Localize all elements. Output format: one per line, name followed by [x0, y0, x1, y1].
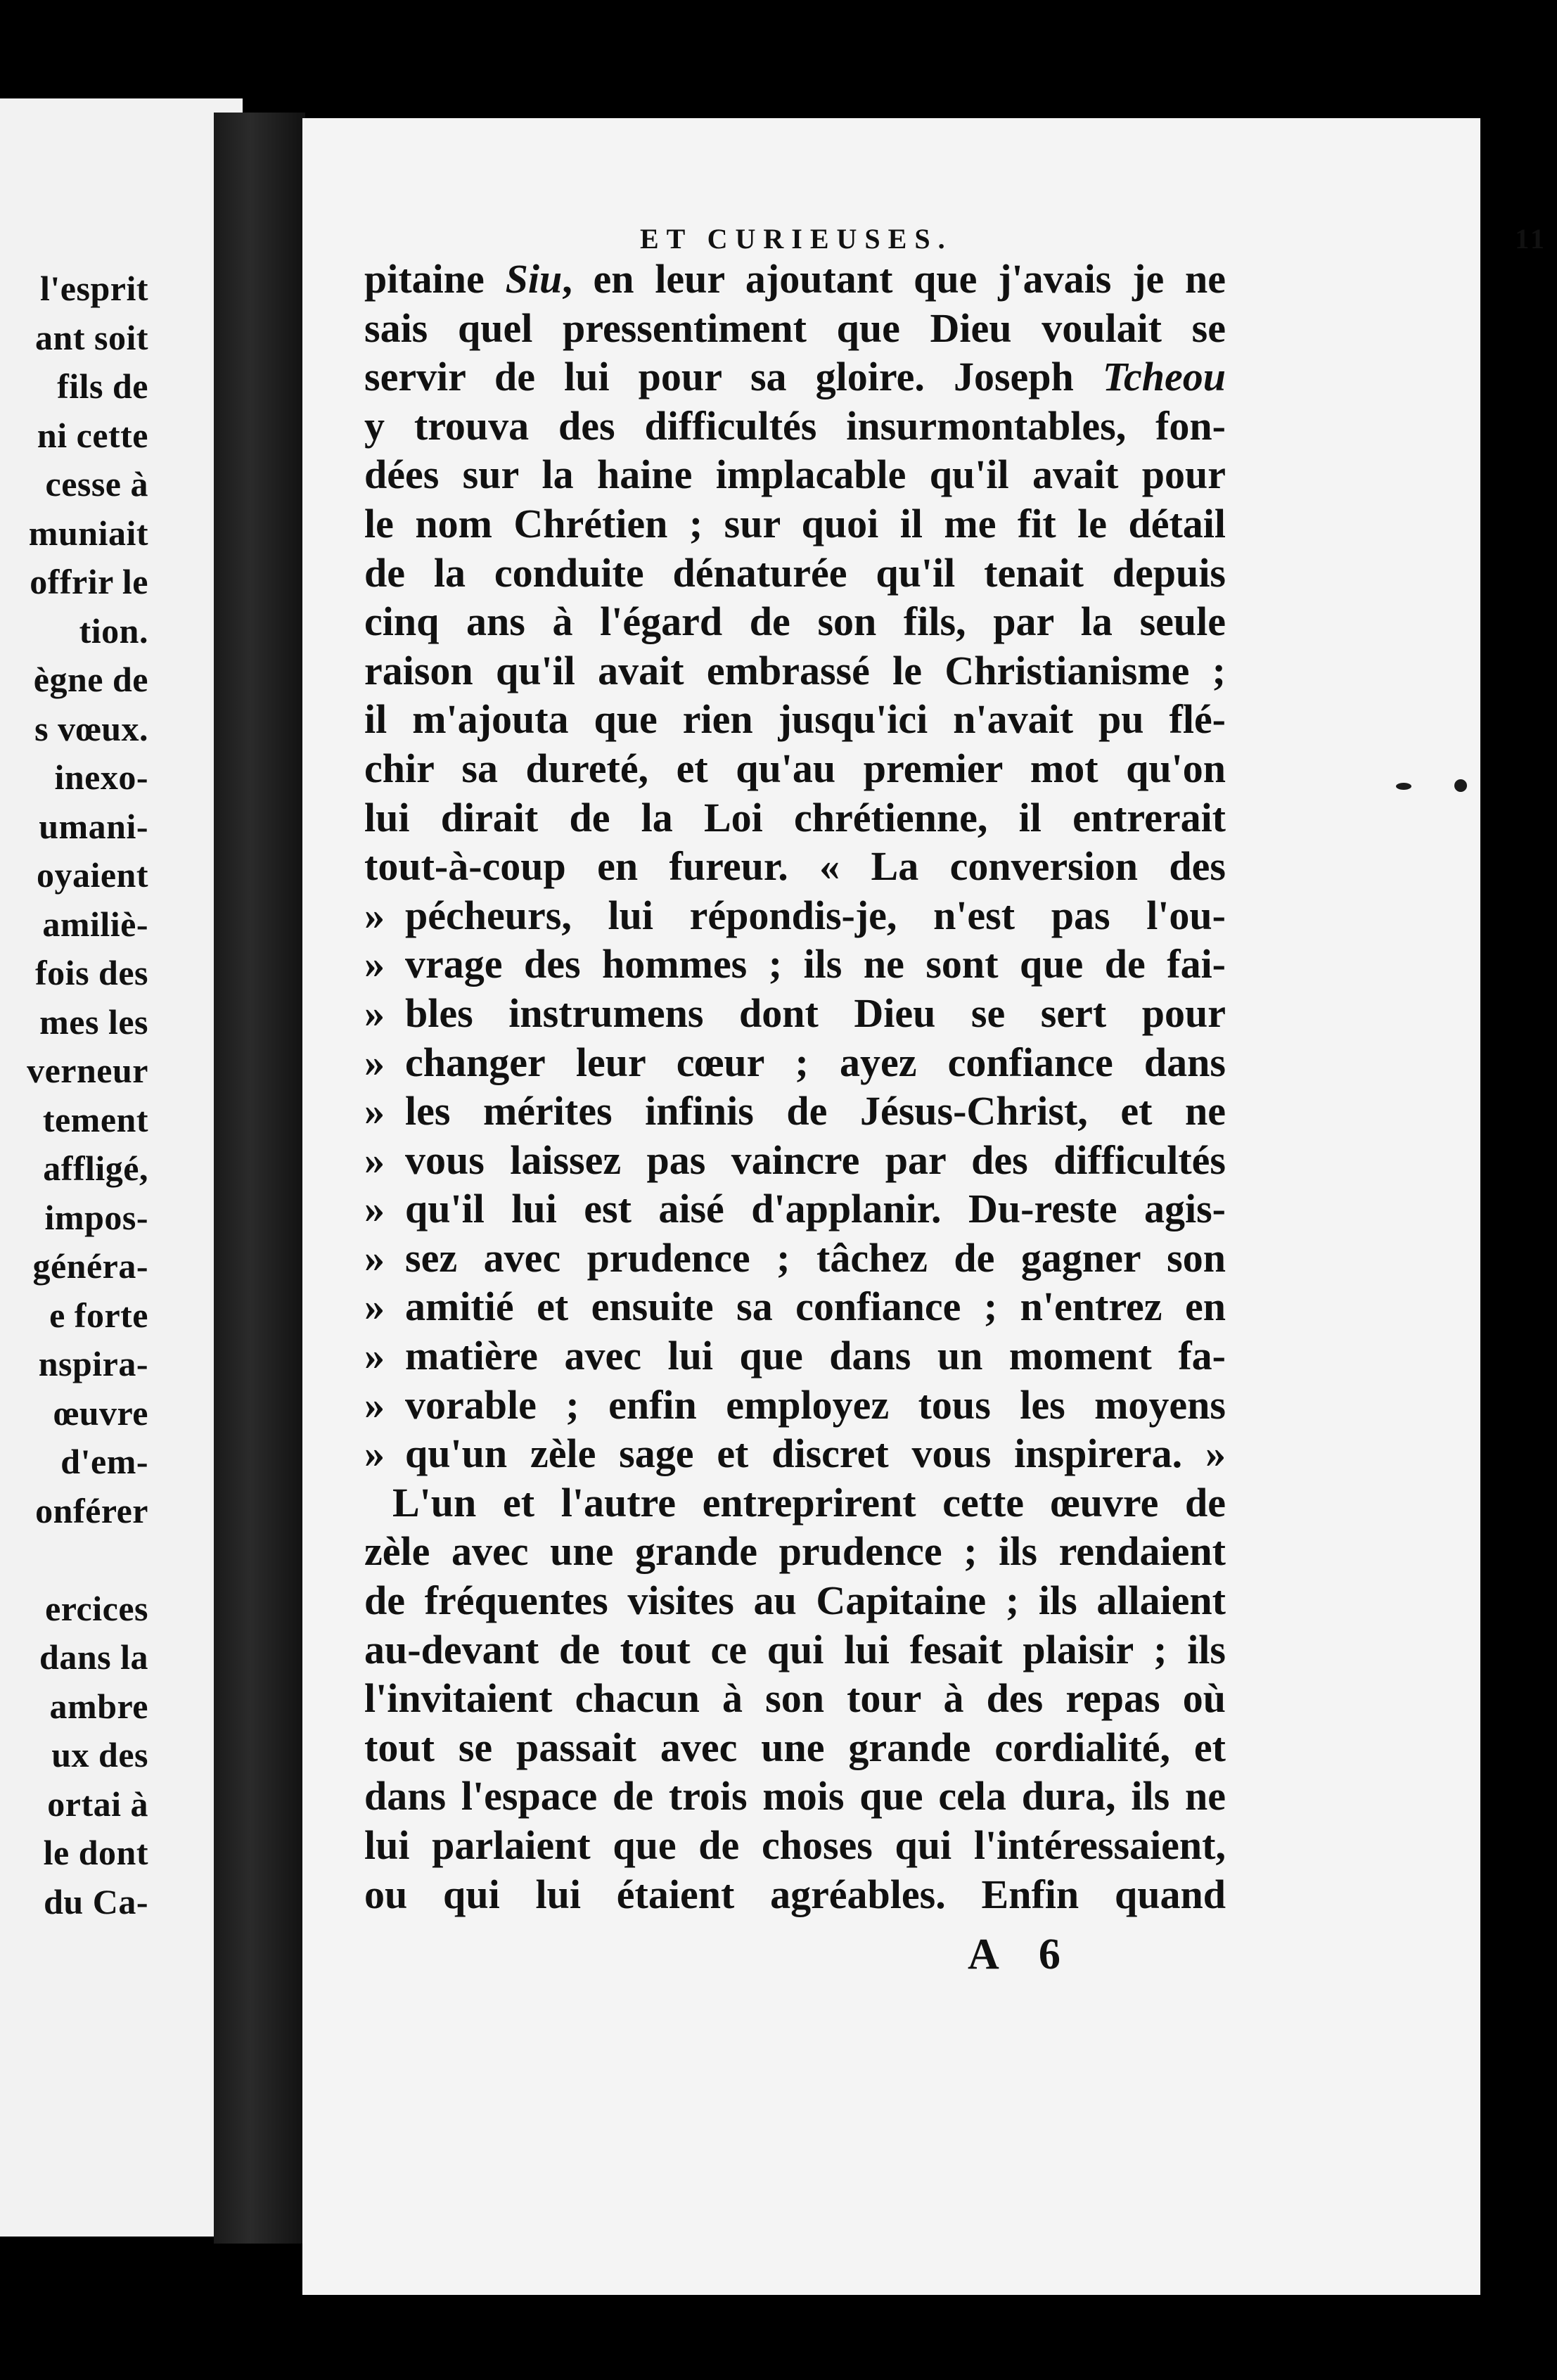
text-segment: bles instrumens dont Dieu se sert pour [405, 990, 1226, 1036]
left-page-line: ercices [45, 1588, 148, 1628]
left-page-line: impos- [44, 1197, 148, 1237]
text-segment: le nom Chrétien ; sur quoi il me fit le détail [364, 500, 1226, 546]
text-segment: qu'un zèle sage et discret vous inspirera. » [405, 1431, 1226, 1477]
left-page-line: l'esprit [40, 269, 148, 308]
text-segment: dans l'espace de trois mois que cela dura, ils ne [364, 1773, 1226, 1819]
text-segment: qu'il lui est aisé d'applanir. Du-reste agis- [405, 1186, 1226, 1232]
running-head-title: ET CURIEUSES. [640, 223, 953, 255]
text-segment: sais quel pressentiment que Dieu voulait se [364, 305, 1226, 351]
left-page-line: ortai à [47, 1784, 148, 1824]
text-segment: les mérites infinis de Jésus-Christ, et ne [405, 1088, 1226, 1134]
text-line [364, 549, 1226, 598]
text-segment: pécheurs, lui répondis-je, n'est pas l'ou- [405, 892, 1226, 938]
text-segment: vous laissez pas vaincre par des difficultés [405, 1137, 1226, 1183]
left-page-line: onférer [35, 1490, 148, 1530]
quote-mark: » [364, 892, 385, 938]
text-line [364, 842, 1226, 891]
ink-speck [1396, 783, 1411, 790]
left-page-line: fils de [57, 366, 148, 406]
text-line [364, 891, 1226, 940]
left-page-line: tement [42, 1099, 148, 1139]
left-page-line: muniait [28, 513, 148, 553]
text-line [364, 1674, 1226, 1723]
left-page-line: tion. [79, 610, 148, 651]
text-segment: lui parlaient que de choses qui l'intéressaient, [364, 1822, 1226, 1868]
text-line [364, 255, 1226, 304]
text-line [364, 1723, 1226, 1772]
text-line [364, 597, 1226, 646]
left-page-line: e forte [49, 1295, 148, 1335]
text-segment: de fréquentes visites au Capitaine ; ils allaient [364, 1578, 1226, 1624]
left-page-line: ux des [51, 1735, 148, 1774]
left-page-line: ant soit [35, 317, 148, 357]
text-line [364, 1870, 1226, 1919]
quote-mark: » [364, 1039, 385, 1085]
text-segment: zèle avec une grande prudence ; ils rendaient [364, 1528, 1226, 1575]
text-line [364, 499, 1226, 549]
left-page-line: ègne de [33, 660, 148, 699]
italic-name: Tcheou [1102, 354, 1226, 400]
quote-mark: » [364, 941, 385, 987]
text-segment: lui dirait de la Loi chrétienne, il entrerait [364, 794, 1226, 840]
text-line [364, 793, 1226, 843]
text-line [364, 352, 1226, 402]
left-page-line [0, 1535, 243, 1585]
book-gutter [214, 113, 305, 2244]
text-segment: ou qui lui étaient agréables. Enfin quand [364, 1871, 1226, 1917]
quote-mark: » [364, 1333, 385, 1379]
text-segment: amitié et ensuite sa confiance ; n'entrez en [405, 1284, 1226, 1330]
left-page-line: œuvre [53, 1393, 148, 1433]
left-page-line: fois des [35, 953, 148, 992]
text-segment: changer leur cœur ; ayez confiance dans [405, 1039, 1226, 1085]
text-segment: il m'ajouta que rien jusqu'ici n'avait pu flé- [364, 696, 1226, 743]
text-line [364, 695, 1226, 744]
text-segment: sez avec prudence ; tâchez de gagner son [405, 1234, 1226, 1281]
left-page-line: offrir le [30, 562, 148, 601]
text-line [364, 1381, 1226, 1430]
quote-mark: » [364, 1186, 385, 1232]
text-segment: matière avec lui que dans un moment fa- [405, 1333, 1226, 1379]
text-line [364, 1625, 1226, 1675]
left-page-line: inexo- [54, 757, 148, 797]
text-line [364, 1038, 1226, 1087]
text-segment: chir sa dureté, et qu'au premier mot qu'on [364, 745, 1226, 791]
text-segment: tout-à-coup en fureur. « La conversion des [364, 843, 1226, 890]
text-segment: vorable ; enfin employez tous les moyens [405, 1381, 1226, 1428]
left-page-line: umani- [39, 806, 148, 846]
left-page-line: dans la [39, 1637, 148, 1677]
text-segment: dées sur la haine implacable qu'il avait pour [364, 452, 1226, 498]
text-line [364, 646, 1226, 696]
text-line [364, 940, 1226, 989]
left-page-line: nspira- [38, 1344, 148, 1383]
text-line [364, 304, 1226, 353]
quote-mark: » [364, 1381, 385, 1428]
text-line [364, 1136, 1226, 1185]
ink-speck [1454, 779, 1467, 792]
running-head [640, 222, 1547, 255]
left-page-line: ambre [49, 1686, 148, 1726]
text-line [364, 1772, 1226, 1821]
text-line [364, 1331, 1226, 1381]
text-line [364, 1821, 1226, 1870]
left-page-line: cesse à [45, 464, 148, 504]
quote-mark: » [364, 990, 385, 1036]
left-page-line: généra- [32, 1246, 148, 1286]
right-page [302, 118, 1547, 2295]
quote-mark: » [364, 1234, 385, 1281]
text-line [364, 1184, 1226, 1234]
text-line [364, 1527, 1226, 1576]
signature-mark: A 6 [968, 1931, 1076, 1978]
left-page-line: amiliè- [42, 904, 148, 944]
quote-mark: » [364, 1431, 385, 1477]
left-page-line: du Ca- [44, 1881, 148, 1921]
left-page-line: s vœux. [34, 708, 148, 748]
left-page-line: le dont [43, 1833, 148, 1872]
text-line [364, 1429, 1226, 1478]
left-page [0, 98, 243, 2237]
text-line [364, 1087, 1226, 1136]
body-text [364, 255, 1226, 1919]
left-page-line: d'em- [60, 1442, 148, 1481]
text-segment: cinq ans à l'égard de son fils, par la seule [364, 599, 1226, 645]
text-line [364, 1478, 1226, 1528]
text-line [364, 744, 1226, 793]
text-line [364, 450, 1226, 499]
text-segment: l'invitaient chacun à son tour à des repas où [364, 1675, 1226, 1722]
quote-mark: » [364, 1088, 385, 1134]
text-segment: , en leur ajoutant que j'avais je ne [562, 256, 1226, 302]
quote-mark: » [364, 1137, 385, 1183]
left-page-line: mes les [39, 1002, 148, 1042]
left-page-line: ni cette [37, 415, 148, 455]
left-page-text [0, 264, 243, 1926]
text-segment: au-devant de tout ce qui lui fesait plaisir ; ils [364, 1626, 1226, 1672]
left-page-line: verneur [27, 1051, 148, 1090]
text-segment: pitaine [364, 256, 506, 302]
left-page-line: oyaient [36, 855, 148, 895]
text-line [364, 989, 1226, 1038]
text-segment: raison qu'il avait embrassé le Christianisme ; [364, 647, 1226, 693]
page-number: 11 [1515, 223, 1547, 255]
text-segment: vrage des hommes ; ils ne sont que de fai- [405, 941, 1226, 987]
left-page-line: affligé, [43, 1149, 148, 1188]
italic-name: Siu [505, 256, 563, 302]
text-line [364, 1576, 1226, 1625]
text-segment: y trouva des difficultés insurmontables, fon- [364, 402, 1226, 449]
text-line [364, 1234, 1226, 1283]
text-segment: de la conduite dénaturée qu'il tenait depuis [364, 549, 1226, 596]
text-line [364, 1282, 1226, 1331]
text-line [364, 402, 1226, 451]
text-segment: servir de lui pour sa gloire. Joseph [364, 354, 1103, 400]
text-segment: L'un et l'autre entreprirent cette œuvre de [392, 1479, 1226, 1525]
quote-mark: » [364, 1284, 385, 1330]
text-segment: tout se passait avec une grande cordialité, et [364, 1724, 1226, 1770]
